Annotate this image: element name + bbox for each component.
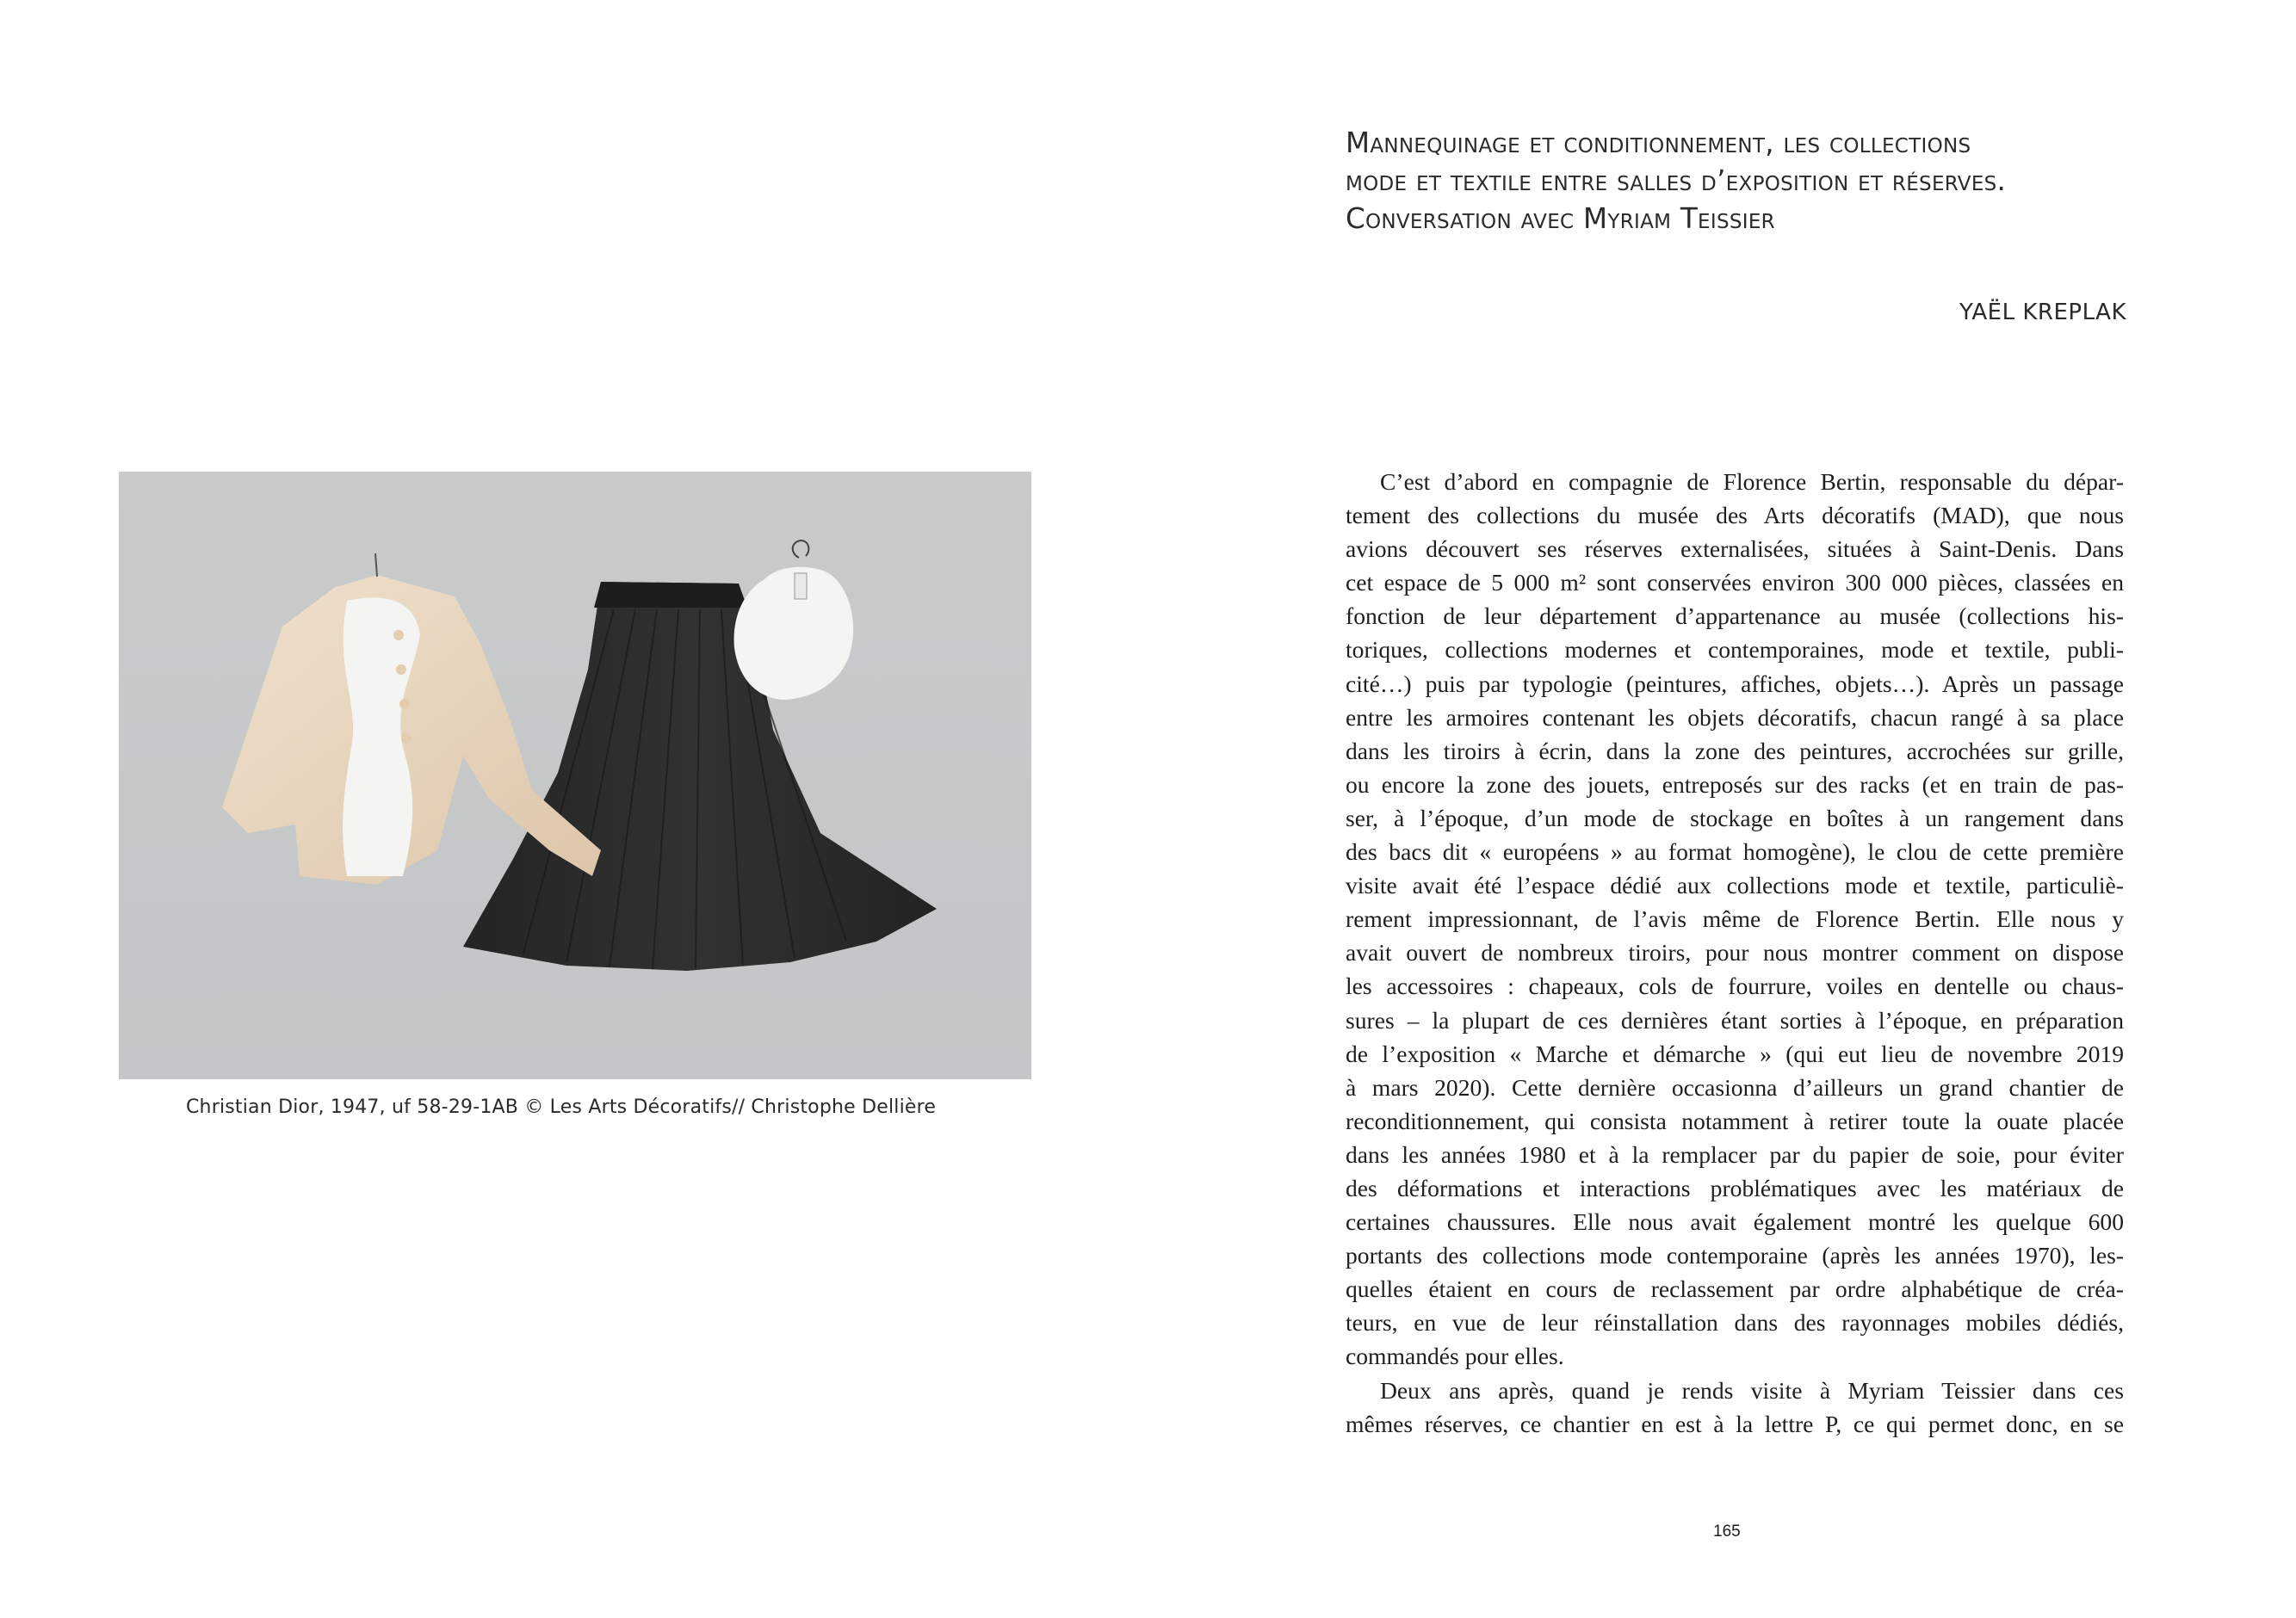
title-line: Conversation avec Myriam Teissier (1346, 202, 1775, 235)
text-line: dans les années 1980 et à la remplacer par du papier de soie, pour éviter (1346, 1140, 2124, 1168)
text-line: ou encore la zone des jouets, entreposés sur des racks (et en train de pas- (1346, 770, 2124, 798)
text-line: portants des collections mode contemporaine (après les années 1970), les- (1346, 1242, 2124, 1269)
article-body (1346, 465, 2124, 1441)
text-line: C’est d’abord en compagnie de Florence Bertin, responsable du dépar- (1380, 468, 2124, 495)
text-line: reconditionnement, qui consista notamment à retirer toute la ouate placée (1346, 1107, 2124, 1134)
article-title (1346, 124, 2138, 238)
text-line: certaines chaussures. Elle nous avait également montré les quelque 600 (1346, 1208, 2124, 1236)
text-line: entre les armoires contenant les objets décoratifs, chacun rangé à sa place (1346, 703, 2124, 731)
paragraph (1346, 1374, 2124, 1441)
text-line: mêmes réserves, ce chantier en est à la lettre P, ce qui permet donc, en se (1346, 1410, 2124, 1437)
text-line: sures – la plupart de ces dernières étant sorties à l’époque, en préparation (1346, 1006, 2124, 1034)
text-line: cet espace de 5 000 m² sont conservées environ 300 000 pièces, classées en (1346, 569, 2124, 596)
text-line: avions découvert ses réserves externalisées, situées à Saint-Denis. Dans (1346, 535, 2124, 563)
text-line: tement des collections du musée des Arts décoratifs (MAD), que nous (1346, 502, 2124, 529)
author-name: YAËL KREPLAK (1959, 300, 2126, 325)
text-line: dans les tiroirs à écrin, dans la zone des peintures, accrochées sur grille, (1346, 737, 2124, 764)
page-number: 165 (1713, 1522, 1741, 1541)
text-line: quelles étaient en cours de reclassement par ordre alphabétique de créa- (1346, 1275, 2124, 1303)
title-line: mode et textile entre salles d’exposition et réserves. (1346, 164, 2007, 197)
text-line: des déformations et interactions problématiques avec les matériaux de (1346, 1174, 2124, 1201)
text-line: rement impressionnant, de l’avis même de Florence Bertin. Elle nous y (1346, 905, 2124, 933)
text-line: des bacs dit « européens » au format homogène), le clou de cette première (1346, 838, 2124, 866)
text-line: ser, à l’époque, d’un mode de stockage en boîtes à un rangement dans (1346, 804, 2124, 831)
text-line: avait ouvert de nombreux tiroirs, pour nous montrer comment on dispose (1346, 939, 2124, 966)
text-line: fonction de leur département d’appartenance au musée (collections his- (1346, 602, 2124, 630)
title-line: Mannequinage et conditionnement, les collections (1346, 127, 1971, 159)
text-line: teurs, en vue de leur réinstallation dans des rayonnages mobiles dédiés, (1346, 1309, 2124, 1337)
text-line: cité…) puis par typologie (peintures, affiches, objets…). Après un passage (1346, 670, 2124, 697)
text-line: toriques, collections modernes et contemporaines, mode et textile, publi- (1346, 636, 2124, 664)
text-line: les accessoires : chapeaux, cols de fourrure, voiles en dentelle ou chaus- (1346, 973, 2124, 1000)
text-line: de l’exposition « Marche et démarche » (qui eut lieu de novembre 2019 (1346, 1040, 2124, 1067)
paragraph (1346, 465, 2124, 1374)
text-line: commandés pour elles. (1346, 1343, 1564, 1370)
text-line: Deux ans après, quand je rends visite à Myriam Teissier dans ces (1380, 1376, 2124, 1404)
garment-photograph (119, 472, 1031, 1079)
text-line: à mars 2020). Cette dernière occasionna d’ailleurs un grand chantier de (1346, 1073, 2124, 1101)
photo-caption: Christian Dior, 1947, uf 58-29-1AB © Les Arts Décoratifs// Christophe Dellière (186, 1096, 937, 1118)
text-line: visite avait été l’espace dédié aux collections mode et textile, particuliè- (1346, 872, 2124, 899)
